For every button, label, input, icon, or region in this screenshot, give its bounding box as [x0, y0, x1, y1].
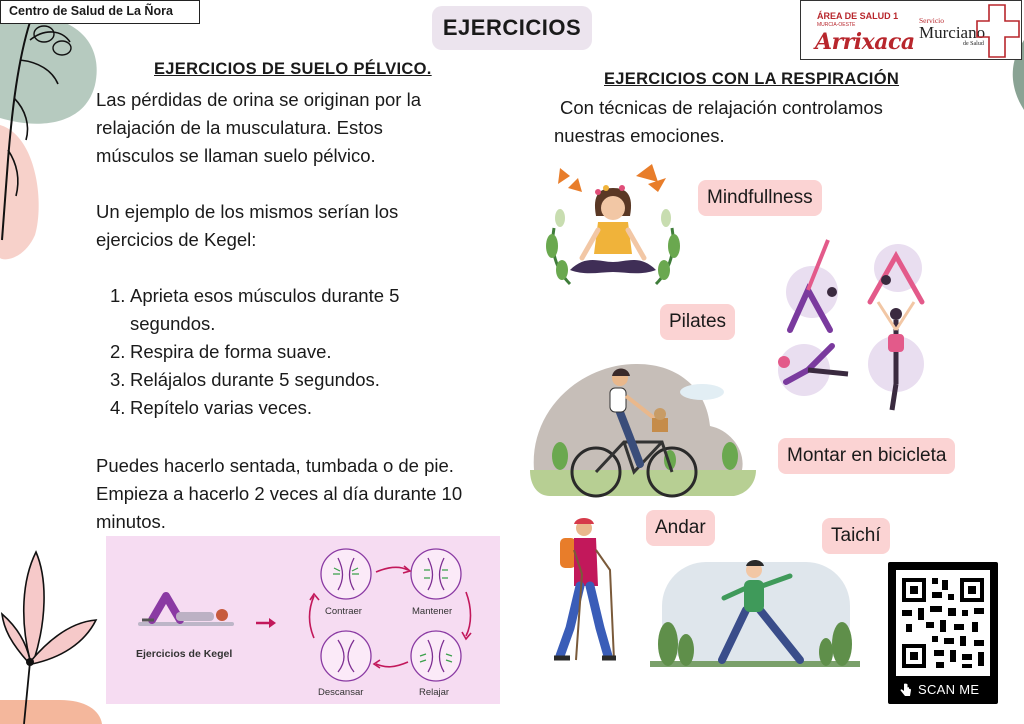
kegel-label-contract: Contraer	[325, 606, 362, 617]
kegel-diagram-title: Ejercicios de Kegel	[136, 648, 233, 660]
step-number: 2.	[110, 341, 126, 362]
activity-mindfulness: Mindfullness	[698, 180, 822, 216]
list-item	[96, 366, 526, 394]
lying-woman-illustration	[132, 582, 236, 632]
logo-area-label: ÁREA DE SALUD 1	[817, 11, 899, 21]
kegel-label-rest: Descansar	[318, 687, 364, 698]
pelvic-intro-line: Las pérdidas de orina se originan por la	[96, 89, 421, 110]
step-text-cont: segundos.	[130, 313, 216, 334]
step-text: Respira de forma suave.	[130, 341, 332, 362]
step-text: Aprieta esos músculos durante 5	[130, 285, 400, 306]
kegel-label-relax: Relajar	[419, 687, 450, 698]
activity-taichi: Taichí	[822, 518, 890, 554]
kegel-steps-list	[96, 282, 526, 422]
meditation-illustration	[540, 158, 686, 300]
list-item	[96, 282, 526, 338]
pelvic-closing-line: Empieza a hacerlo 2 veces al día durante 10	[96, 483, 463, 504]
step-text: Relájalos durante 5 segundos.	[130, 369, 380, 390]
step-number: 1.	[110, 285, 126, 306]
logo-area-sublabel: MURCIA-OESTE	[817, 22, 856, 28]
breathing-intro	[554, 94, 994, 150]
institution-logos	[800, 0, 1022, 60]
qr-code-icon	[896, 570, 990, 676]
pelvic-section-title: EJERCICIOS DE SUELO PÉLVICO.	[154, 60, 432, 78]
health-center-label: Centro de Salud de La Ñora	[0, 0, 200, 24]
pelvic-closing	[96, 452, 526, 536]
pelvic-closing-line: Puedes hacerlo sentada, tumbada o de pie.	[96, 455, 454, 476]
pelvic-intro-line: relajación de la musculatura. Estos	[96, 117, 383, 138]
activity-bike: Montar en bicicleta	[778, 438, 955, 474]
pelvic-closing-line: minutos.	[96, 511, 166, 532]
activity-walk: Andar	[646, 510, 715, 546]
kegel-cycle	[290, 544, 490, 704]
pelvic-example-line: ejercicios de Kegel:	[96, 229, 257, 250]
list-item	[96, 394, 526, 422]
step-text: Repítelo varias veces.	[130, 397, 313, 418]
kegel-label-hold: Mantener	[412, 606, 453, 617]
logo-sms-line1: Servicio	[919, 16, 944, 25]
pelvic-intro-line: músculos se llaman suelo pélvico.	[96, 145, 376, 166]
logo-sms-line2: Murciano	[919, 23, 986, 42]
page-title: EJERCICIOS	[432, 6, 592, 50]
breathing-intro-line: nuestras emociones.	[554, 125, 725, 146]
step-number: 4.	[110, 397, 126, 418]
list-item	[96, 338, 526, 366]
pelvic-example	[96, 198, 526, 254]
kegel-diagram	[106, 536, 500, 704]
cycling-illustration	[520, 346, 766, 512]
step-number: 3.	[110, 369, 126, 390]
hand-pointer-icon	[898, 682, 914, 698]
pilates-illustration	[774, 234, 934, 412]
logo-sms-line3: de Salud	[963, 41, 984, 47]
activity-pilates: Pilates	[660, 304, 735, 340]
decor-flower-bottom-left	[0, 540, 110, 724]
walking-illustration	[552, 516, 624, 664]
arrow-right-icon	[254, 616, 278, 630]
breathing-intro-line: Con técnicas de relajación controlamos	[560, 97, 883, 118]
qr-code[interactable]	[896, 570, 990, 676]
breathing-section-title: EJERCICIOS CON LA RESPIRACIÓN	[604, 70, 900, 88]
taichi-illustration	[650, 556, 860, 672]
pelvic-example-line: Un ejemplo de los mismos serían los	[96, 201, 399, 222]
pelvic-intro	[96, 86, 526, 170]
scan-me-label: SCAN ME	[918, 682, 980, 697]
qr-code-card[interactable]	[888, 562, 998, 704]
sms-cross-icon	[975, 3, 1021, 59]
logo-arrixaca: Arrixaca	[815, 29, 915, 55]
